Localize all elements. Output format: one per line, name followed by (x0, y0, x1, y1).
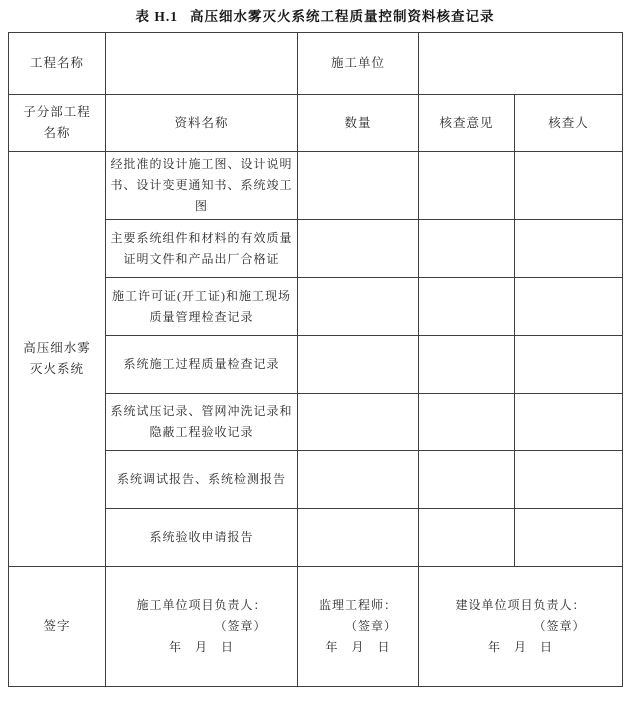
column-header-quantity: 数量 (298, 95, 419, 152)
column-header-checker: 核查人 (515, 95, 623, 152)
document-name-cell: 施工许可证(开工证)和施工现场质量管理检查记录 (106, 278, 298, 336)
system-name-cell (9, 152, 106, 567)
project-name-label: 工程名称 (9, 33, 106, 95)
document-name-cell: 经批准的设计施工图、设计说明书、设计变更通知书、系统竣工图 (106, 152, 298, 220)
supervisor-signature-cell (298, 567, 419, 687)
construction-unit-label: 施工单位 (298, 33, 419, 95)
sub-project-header-label: 子分部工程名称 (23, 105, 91, 140)
table-row (9, 152, 623, 220)
check-opinion-cell (419, 451, 515, 509)
table-number: 表 H.1 (135, 9, 178, 24)
contractor-seal-label: （签章） (214, 619, 267, 633)
checker-cell (515, 336, 623, 394)
system-name-label: 高压细水雾灭火系统 (23, 341, 91, 376)
owner-signature-title: 建设单位项目负责人： (455, 598, 586, 612)
check-opinion-cell (419, 278, 515, 336)
owner-signature-cell (419, 567, 623, 687)
check-opinion-cell (419, 152, 515, 220)
document-name-cell: 系统调试报告、系统检测报告 (106, 451, 298, 509)
contractor-date-line: 年 月 日 (168, 640, 234, 654)
supervisor-seal-label: （签章） (344, 619, 397, 633)
document-name-cell: 系统试压记录、管网冲洗记录和隐蔽工程验收记录 (106, 394, 298, 451)
quality-control-record-table (8, 32, 623, 687)
document-name-cell: 主要系统组件和材料的有效质量证明文件和产品出厂合格证 (106, 220, 298, 278)
contractor-signature-title: 施工单位项目负责人： (136, 598, 267, 612)
page-title (0, 5, 630, 25)
check-opinion-cell (419, 394, 515, 451)
document-name-cell: 系统施工过程质量检查记录 (106, 336, 298, 394)
quantity-cell (298, 394, 419, 451)
signature-label: 签字 (9, 567, 106, 687)
quantity-cell (298, 336, 419, 394)
supervisor-signature-block (319, 595, 397, 658)
checker-cell (515, 152, 623, 220)
owner-date-line: 年 月 日 (487, 640, 553, 654)
contractor-signature-block (136, 595, 266, 658)
owner-signature-block (455, 595, 585, 658)
owner-seal-label: （签章） (533, 619, 586, 633)
checker-cell (515, 394, 623, 451)
project-name-value-cell (106, 33, 298, 95)
quantity-cell (298, 152, 419, 220)
construction-unit-value-cell (419, 33, 623, 95)
signature-row (9, 567, 623, 687)
check-opinion-cell (419, 509, 515, 567)
supervisor-date-line: 年 月 日 (325, 640, 391, 654)
table-row (9, 33, 623, 95)
quantity-cell (298, 278, 419, 336)
table-title-text: 高压细水雾灭火系统工程质量控制资料核查记录 (190, 9, 495, 24)
checker-cell (515, 509, 623, 567)
column-header-document-name: 资料名称 (106, 95, 298, 152)
checker-cell (515, 220, 623, 278)
check-opinion-cell (419, 220, 515, 278)
column-header-check-opinion: 核查意见 (419, 95, 515, 152)
sub-project-header-cell (9, 95, 106, 152)
quantity-cell (298, 451, 419, 509)
check-opinion-cell (419, 336, 515, 394)
checker-cell (515, 451, 623, 509)
contractor-signature-cell (106, 567, 298, 687)
quantity-cell (298, 509, 419, 567)
supervisor-signature-title: 监理工程师： (318, 598, 397, 612)
checker-cell (515, 278, 623, 336)
table-header-row (9, 95, 623, 152)
quantity-cell (298, 220, 419, 278)
document-name-cell: 系统验收申请报告 (106, 509, 298, 567)
